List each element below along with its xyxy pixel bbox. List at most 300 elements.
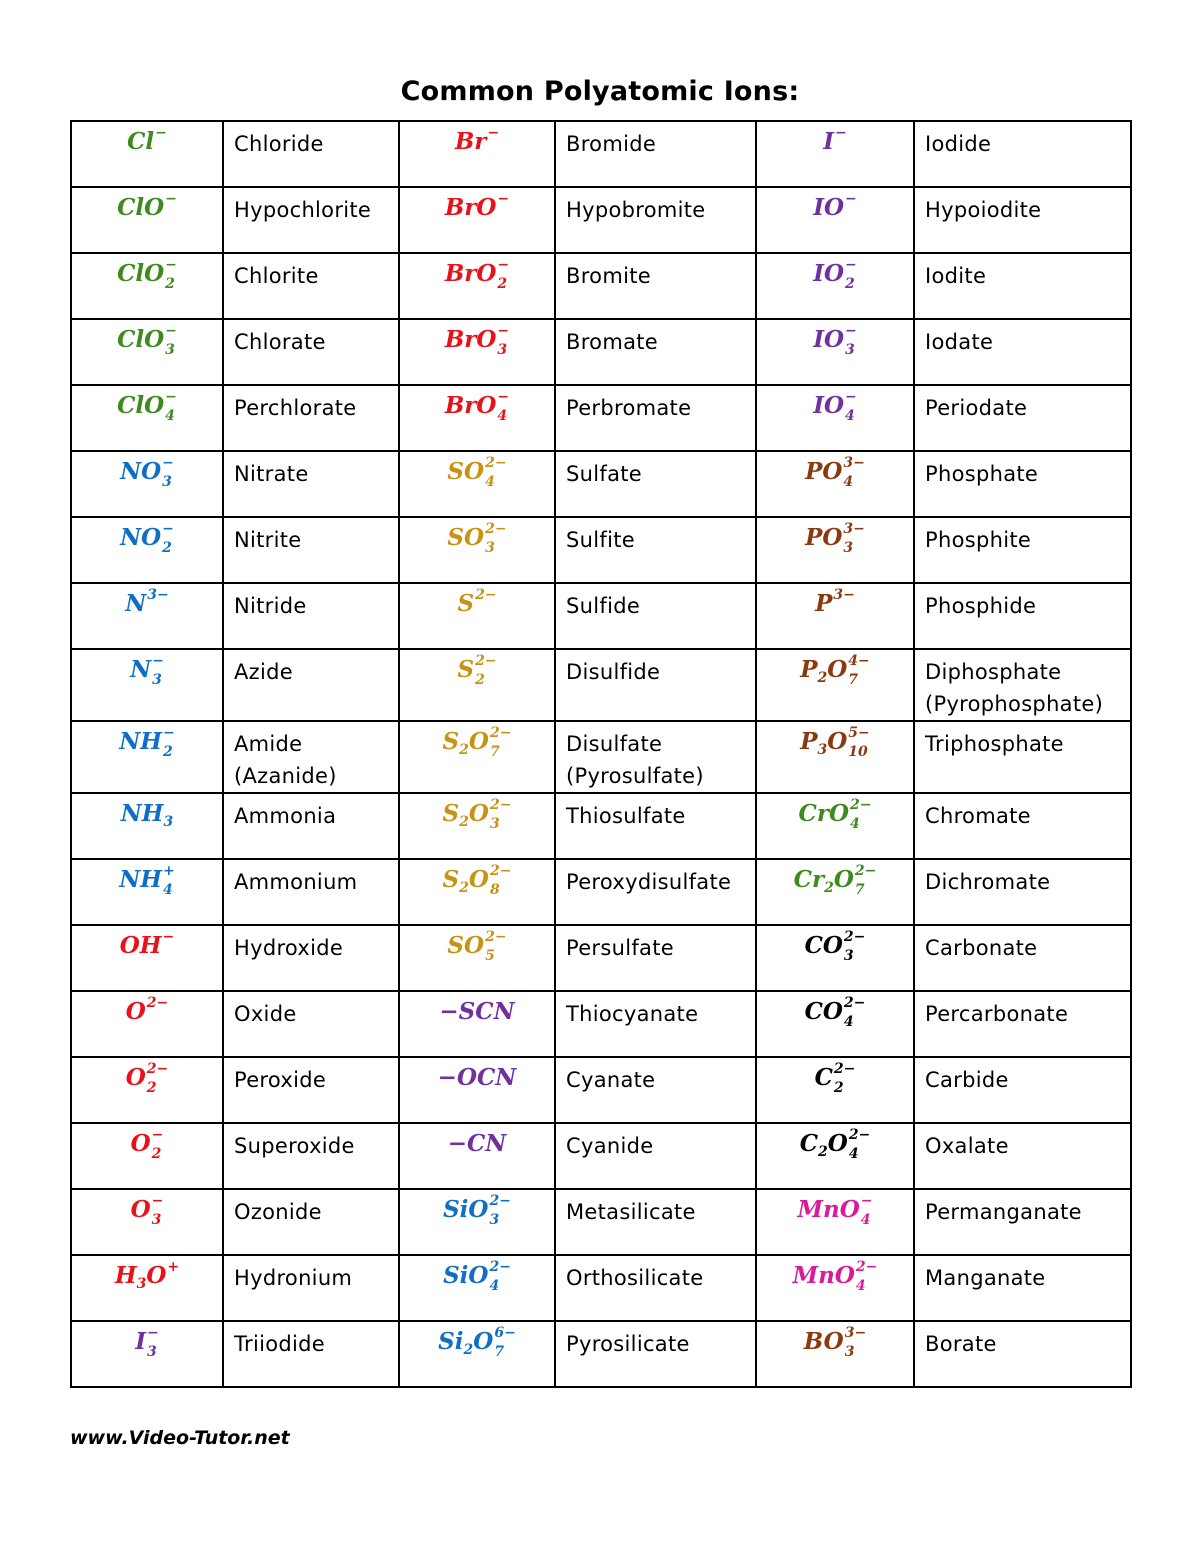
formula-base: NO: [120, 458, 162, 485]
ion-name: [566, 800, 755, 832]
name-cell: [914, 319, 1131, 385]
ion-formula: [438, 1327, 516, 1365]
formula-charge: −: [162, 455, 174, 471]
formula-charge: −: [845, 389, 857, 405]
ion-name: [925, 800, 1130, 832]
formula-charge-stack: [489, 1193, 511, 1228]
formula-charge-stack: [489, 1259, 511, 1294]
ion-formula: [799, 799, 872, 830]
table-row: [71, 1321, 1131, 1387]
formula-charge: 2−: [489, 1193, 511, 1209]
formula-base: S: [442, 866, 460, 893]
ion-name: [234, 800, 398, 832]
formula-base: −SCN: [439, 998, 515, 1025]
formula-base: BrO: [444, 326, 497, 353]
formula-charge: 2−: [854, 863, 877, 879]
formula-cell: [71, 1057, 223, 1123]
ion-name: [925, 260, 1130, 292]
formula-base: S: [442, 800, 460, 827]
ion-formula: [445, 259, 509, 290]
ion-formula: [794, 865, 877, 903]
ion-formula: [445, 391, 509, 422]
formula-subscript: 2: [459, 742, 469, 758]
formula-base: O: [468, 728, 489, 755]
ion-name-line: Thiosulfate: [566, 804, 686, 828]
ion-name: [234, 458, 398, 490]
formula-base: O: [468, 866, 489, 893]
name-cell: [914, 253, 1131, 319]
formula-subscript: [487, 145, 499, 160]
formula-cell: [71, 1255, 223, 1321]
ion-formula: [447, 931, 506, 962]
formula-charge-stack: [497, 191, 510, 224]
formula-subscript: 4: [848, 1146, 859, 1162]
name-cell: [914, 1321, 1131, 1387]
ion-name: [234, 128, 398, 160]
formula-subscript: 8: [489, 882, 500, 898]
formula-charge-stack: [485, 455, 507, 490]
formula-charge-stack: [843, 929, 866, 964]
formula-subscript: 7: [489, 744, 500, 760]
ion-formula: [131, 1195, 164, 1226]
formula-base: NH: [119, 728, 163, 755]
table-row: [71, 385, 1131, 451]
ion-name: [925, 524, 1130, 556]
table-row: [71, 121, 1131, 187]
name-cell: [223, 253, 399, 319]
ion-name: [925, 590, 1130, 622]
ion-name-line: Borate: [925, 1332, 997, 1356]
formula-base: P: [800, 728, 818, 755]
formula-subscript: [833, 607, 854, 622]
formula-base: CO: [804, 932, 843, 959]
ion-name: [566, 1262, 755, 1294]
ion-name: [925, 1196, 1130, 1228]
formula-base: CrO: [798, 800, 849, 827]
ion-name: [566, 392, 755, 424]
ion-name-line: Iodide: [925, 132, 992, 156]
ion-name-line: Ammonia: [234, 804, 337, 828]
formula-subscript: 3: [817, 742, 828, 758]
formula-base: BrO: [444, 392, 497, 419]
ion-name-line: Azide: [234, 660, 293, 684]
formula-cell: [756, 187, 914, 253]
ion-formula: [443, 865, 512, 903]
formula-charge-stack: [489, 725, 512, 760]
ion-name: [566, 932, 755, 964]
formula-charge-stack: [494, 1325, 516, 1360]
ion-name: [566, 866, 755, 898]
page-title: Common Polyatomic Ions:: [400, 76, 800, 107]
ion-formula: [126, 1063, 169, 1094]
ion-formula: [119, 865, 175, 896]
formula-charge-stack: [167, 1259, 180, 1292]
formula-cell: [756, 1189, 914, 1255]
formula-base: −OCN: [437, 1064, 517, 1091]
formula-charge-stack: [146, 1061, 169, 1096]
ion-name: [566, 728, 755, 792]
formula-subscript: 7: [848, 672, 859, 688]
formula-base: O: [468, 800, 489, 827]
formula-base: BrO: [444, 260, 497, 287]
ion-formula: [800, 655, 870, 693]
ion-formula: [804, 1327, 866, 1358]
formula-cell: [756, 385, 914, 451]
ion-name-line: Superoxide: [234, 1134, 355, 1158]
formula-cell: [756, 649, 914, 721]
name-cell: [223, 319, 399, 385]
ion-name-line: Cyanate: [566, 1068, 656, 1092]
name-cell: [223, 451, 399, 517]
formula-cell: [71, 991, 223, 1057]
formula-subscript: 4: [485, 474, 495, 490]
name-cell: [555, 991, 756, 1057]
formula-subscript: 3: [497, 342, 508, 358]
formula-charge: 2−: [855, 1259, 878, 1275]
name-cell: [223, 517, 399, 583]
ion-name-line: Ammonium: [234, 870, 358, 894]
formula-charge: 3−: [833, 587, 855, 603]
name-cell: [555, 1123, 756, 1189]
formula-charge: 2−: [489, 725, 512, 741]
ion-formula: [805, 457, 865, 488]
name-cell: [555, 517, 756, 583]
formula-cell: [399, 1189, 555, 1255]
formula-charge-stack: [497, 389, 510, 424]
formula-cell: [399, 1321, 555, 1387]
ion-formula: [805, 931, 866, 962]
formula-cell: [71, 925, 223, 991]
formula-subscript: 3: [844, 1344, 855, 1360]
ion-formula: [438, 1063, 517, 1093]
ion-name: [925, 728, 1130, 760]
formula-cell: [756, 121, 914, 187]
formula-subscript: [165, 211, 177, 226]
ion-formula: [130, 655, 164, 686]
formula-cell: [399, 253, 555, 319]
ion-formula: [445, 325, 509, 356]
ion-name-line: Nitrite: [234, 528, 302, 552]
formula-subscript: 2: [475, 672, 485, 688]
ion-name-line: Manganate: [925, 1266, 1046, 1290]
formula-charge: 2−: [489, 1259, 511, 1275]
formula-charge-stack: [860, 1193, 873, 1228]
formula-charge-stack: [855, 1259, 878, 1294]
formula-cell: [71, 793, 223, 859]
formula-base: NH: [120, 800, 164, 827]
name-cell: [223, 187, 399, 253]
formula-subscript: [147, 607, 168, 622]
formula-base: SO: [447, 524, 485, 551]
ion-formula: [457, 655, 496, 686]
formula-charge: 2−: [843, 995, 866, 1011]
formula-cell: [399, 385, 555, 451]
formula-charge-stack: [165, 389, 177, 424]
name-cell: [223, 1057, 399, 1123]
name-cell: [223, 649, 399, 721]
name-cell: [555, 385, 756, 451]
ion-name-alt: (Pyrosulfate): [566, 764, 704, 788]
ion-formula: [443, 799, 512, 837]
formula-charge-stack: [843, 995, 866, 1030]
formula-subscript: 7: [494, 1344, 505, 1360]
ion-name-line: Cyanide: [566, 1134, 654, 1158]
formula-cell: [71, 121, 223, 187]
name-cell: [555, 253, 756, 319]
ion-formula: [120, 523, 174, 554]
formula-charge: 2−: [485, 929, 507, 945]
name-cell: [914, 517, 1131, 583]
table-row: [71, 1057, 1131, 1123]
formula-charge-stack: [162, 455, 174, 490]
polyatomic-ions-table: [70, 120, 1132, 1388]
ion-name-line: Disulfate: [566, 732, 663, 756]
ion-name-line: Carbonate: [925, 936, 1038, 960]
formula-charge-stack: [485, 521, 507, 556]
ion-name: [566, 128, 755, 160]
formula-charge-stack: [162, 521, 174, 556]
formula-base: IO: [813, 194, 845, 221]
formula-charge-stack: [151, 1193, 164, 1228]
formula-base: NO: [120, 524, 162, 551]
ion-formula: [813, 193, 857, 224]
formula-subscript: [167, 1279, 179, 1294]
ion-name-line: Thiocyanate: [566, 1002, 699, 1026]
name-cell: [223, 385, 399, 451]
formula-cell: [756, 517, 914, 583]
formula-charge: −: [497, 257, 510, 273]
formula-charge: +: [163, 863, 175, 879]
ion-name-line: Perbromate: [566, 396, 692, 420]
ion-formula: [815, 589, 855, 620]
ion-name: [925, 866, 1130, 898]
formula-subscript: 3: [147, 1344, 157, 1360]
ion-formula: [117, 193, 177, 224]
formula-charge-stack: [475, 587, 497, 620]
ion-name-line: Percarbonate: [925, 1002, 1069, 1026]
formula-base: O: [146, 1262, 167, 1289]
formula-base: S: [442, 728, 460, 755]
ion-formula: [815, 1063, 856, 1094]
formula-charge: −: [165, 257, 177, 273]
name-cell: [914, 859, 1131, 925]
formula-subscript: 3: [843, 948, 854, 964]
ion-formula: [813, 325, 857, 356]
formula-subscript: 4: [845, 408, 855, 424]
ion-name-line: Dichromate: [925, 870, 1051, 894]
ion-formula: [813, 259, 857, 290]
formula-subscript: 3: [845, 342, 855, 358]
ion-name: [566, 326, 755, 358]
ion-name-line: Peroxydisulfate: [566, 870, 732, 894]
formula-base: H: [114, 1262, 137, 1289]
ion-name: [925, 194, 1130, 226]
formula-base: N: [125, 590, 147, 617]
ion-name-alt: (Pyrophosphate): [925, 692, 1104, 716]
formula-subscript: 3: [136, 1276, 147, 1292]
formula-charge: −: [165, 389, 177, 405]
ion-formula: [445, 193, 509, 224]
formula-base: S: [457, 656, 475, 683]
ion-name: [234, 866, 398, 898]
name-cell: [223, 121, 399, 187]
formula-subscript: [163, 949, 175, 964]
ion-formula: [121, 799, 174, 837]
ion-name-alt: (Azanide): [234, 764, 337, 788]
formula-cell: [71, 253, 223, 319]
table-row: [71, 721, 1131, 793]
name-cell: [914, 991, 1131, 1057]
formula-charge: −: [165, 323, 177, 339]
name-cell: [555, 1057, 756, 1123]
formula-cell: [756, 859, 914, 925]
ion-name: [234, 392, 398, 424]
formula-cell: [399, 859, 555, 925]
name-cell: [914, 121, 1131, 187]
formula-charge-stack: [475, 653, 497, 688]
formula-charge-stack: [146, 995, 169, 1028]
formula-subscript: [497, 211, 509, 226]
formula-subscript: 3: [843, 540, 854, 556]
formula-charge-stack: [848, 725, 870, 760]
ion-name-line: Triphosphate: [925, 732, 1064, 756]
formula-charge-stack: [165, 257, 177, 292]
ion-formula: [443, 727, 512, 765]
table-row: [71, 925, 1131, 991]
formula-subscript: 2: [459, 814, 469, 830]
formula-base: O: [827, 728, 848, 755]
ion-name: [925, 656, 1130, 720]
ion-name-line: Diphosphate: [925, 660, 1062, 684]
formula-subscript: 2: [818, 1144, 828, 1160]
ion-name-line: Peroxide: [234, 1068, 327, 1092]
ion-name-line: Disulfide: [566, 660, 661, 684]
formula-base: MnO: [797, 1196, 860, 1223]
name-cell: [555, 1321, 756, 1387]
formula-base: SO: [447, 932, 485, 959]
formula-subscript: 2: [463, 1342, 474, 1358]
ion-name: [234, 998, 398, 1030]
ion-name: [566, 998, 755, 1030]
table-row: [71, 187, 1131, 253]
ion-formula: [117, 325, 177, 356]
formula-charge-stack: [848, 1127, 871, 1162]
ion-name-line: Phosphide: [925, 594, 1037, 618]
formula-subscript: [147, 1015, 168, 1030]
formula-charge: 2−: [833, 1061, 856, 1077]
ion-name: [925, 326, 1130, 358]
ion-name: [925, 1328, 1130, 1360]
ion-name-line: Chloride: [234, 132, 324, 156]
ion-formula: [457, 589, 496, 620]
ion-name-line: Nitrate: [234, 462, 309, 486]
ion-name: [234, 524, 398, 556]
formula-cell: [399, 583, 555, 649]
formula-subscript: 3: [163, 814, 174, 830]
formula-cell: [756, 991, 914, 1057]
formula-base: OH: [119, 932, 162, 959]
formula-cell: [71, 649, 223, 721]
ion-name-line: Phosphite: [925, 528, 1032, 552]
name-cell: [555, 649, 756, 721]
formula-charge-stack: [845, 257, 857, 292]
formula-base: Br: [454, 128, 487, 155]
formula-charge: −: [151, 1193, 164, 1209]
formula-charge: −: [163, 725, 175, 741]
name-cell: [223, 1123, 399, 1189]
formula-subscript: 4: [860, 1212, 871, 1228]
table-row: [71, 991, 1131, 1057]
ion-name-line: Pyrosilicate: [566, 1332, 690, 1356]
ion-name: [925, 1130, 1130, 1162]
formula-subscript: 4: [163, 882, 173, 898]
ion-formula: [447, 457, 506, 488]
ion-formula: [793, 1261, 878, 1292]
formula-subscript: 2: [151, 1146, 162, 1162]
ion-name: [925, 998, 1130, 1030]
ion-name: [566, 260, 755, 292]
formula-cell: [756, 793, 914, 859]
ion-name-line: Hydronium: [234, 1266, 353, 1290]
ion-name-line: Periodate: [925, 396, 1028, 420]
formula-subscript: 2: [162, 540, 172, 556]
name-cell: [223, 991, 399, 1057]
formula-base: CO: [804, 998, 843, 1025]
table-row: [71, 583, 1131, 649]
name-cell: [914, 1123, 1131, 1189]
ion-name-line: Nitride: [234, 594, 307, 618]
ion-formula: [135, 1327, 159, 1358]
formula-base: SO: [447, 458, 485, 485]
table-row: [71, 319, 1131, 385]
table-row: [71, 451, 1131, 517]
name-cell: [914, 1255, 1131, 1321]
formula-subscript: 3: [151, 1212, 162, 1228]
table-row: [71, 1255, 1131, 1321]
formula-subscript: 3: [489, 816, 500, 832]
ion-name-line: Sulfate: [566, 462, 642, 486]
formula-subscript: 3: [165, 342, 175, 358]
ion-name-line: Chromate: [925, 804, 1031, 828]
name-cell: [555, 1189, 756, 1255]
formula-charge: +: [167, 1259, 180, 1275]
ion-name: [566, 524, 755, 556]
formula-subscript: 2: [459, 880, 469, 896]
formula-subscript: 7: [854, 882, 865, 898]
name-cell: [914, 187, 1131, 253]
formula-cell: [399, 991, 555, 1057]
formula-base: ClO: [117, 392, 165, 419]
ion-name: [925, 458, 1130, 490]
formula-subscript: 4: [849, 816, 860, 832]
ion-formula: [120, 457, 174, 488]
formula-base: SiO: [443, 1262, 489, 1289]
formula-charge-stack: [165, 323, 177, 358]
ion-name-line: Sulfite: [566, 528, 635, 552]
formula-subscript: 2: [497, 276, 508, 292]
formula-base: IO: [813, 392, 845, 419]
formula-cell: [71, 319, 223, 385]
formula-base: I: [135, 1328, 147, 1355]
name-cell: [555, 319, 756, 385]
formula-subscript: 3: [152, 672, 162, 688]
ion-formula: [126, 997, 169, 1028]
formula-charge: −: [151, 1127, 164, 1143]
formula-charge: −: [860, 1193, 873, 1209]
formula-subscript: 4: [843, 1014, 854, 1030]
formula-charge-stack: [485, 929, 507, 964]
formula-charge-stack: [843, 455, 865, 490]
